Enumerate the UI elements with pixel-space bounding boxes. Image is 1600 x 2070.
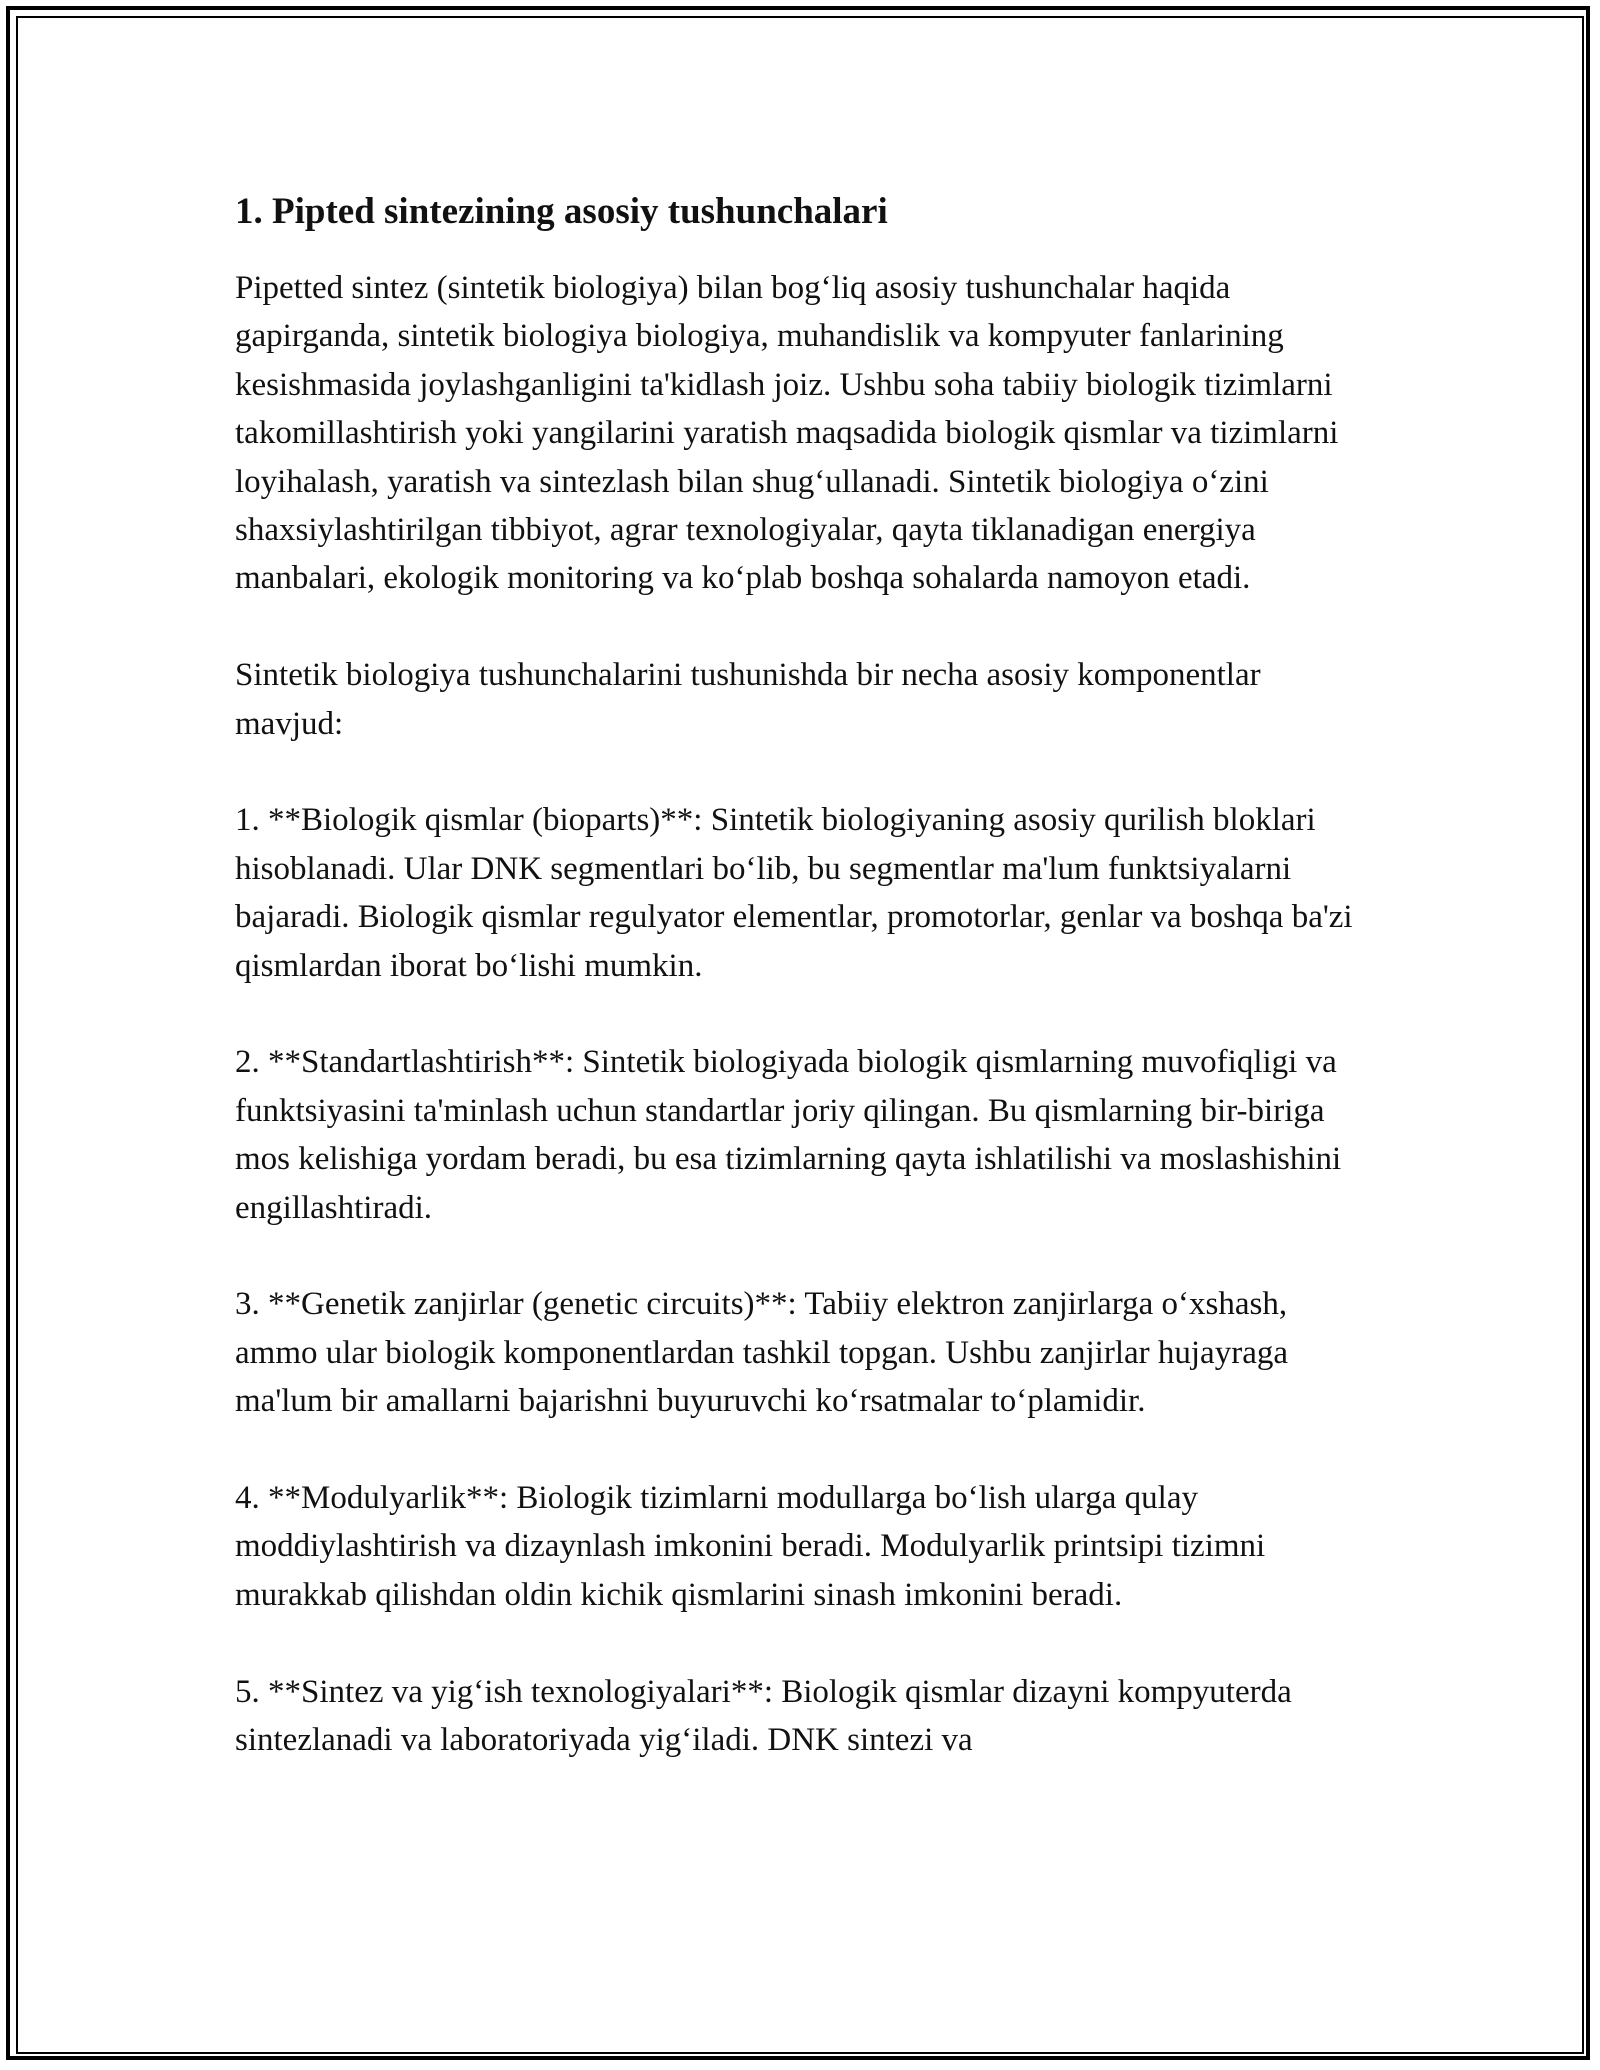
list-item-standardization: 2. **Standartlashtirish**: Sintetik biologiyada biologik qismlarning muvofiqligi va funktsiyasini ta'minlash uchun standartlar joriy qilingan. Bu qismlarning bir-biriga mos kelishiga yordam beradi, bu esa tizimlarning qayta ishlatilishi va moslashishini engillashtiradi. — [235, 1044, 1342, 1226]
intro-paragraph: Pipetted sintez (sintetik biologiya) bilan bog‘liq asosiy tushunchalar haqida gapirganda, sintetik biologiya biologiya, muhandislik va kompyuter fanlarining kesishmasida joylashganligini ta'kidlash joiz. Ushbu soha tabiiy biologik tizimlarni takomillashtirish yoki yangilarini yaratish maqsadida biologik qismlar va tizimlarni loyihalash, yaratish va sintezlash bilan shug‘ullanadi. Sintetik biologiya o‘zini shaxsiylashtirilgan tibbiyot, agrar texnologiyalar, qayta tiklanadigan energiya manbalari, ekologik monitoring va ko‘plab boshqa sohalarda namoyon etadi. — [235, 270, 1339, 597]
list-item-modularity: 4. **Modulyarlik**: Biologik tizimlarni modullarga bo‘lish ularga qulay moddiylashtirish va dizaynlash imkonini beradi. Modulyarlik printsipi tizimni murakkab qilishdan oldin kichik qismlarini sinash imkonini beradi. — [235, 1480, 1266, 1613]
list-item-synthesis-assembly: 5. **Sintez va yig‘ish texnologiyalari**: Biologik qismlar dizayni kompyuterda sintezlanadi va laboratoriyada yig‘iladi. DNK sintezi va — [235, 1673, 1292, 1759]
section-heading: 1. Pipted sintezining asosiy tushunchalari — [235, 191, 888, 232]
list-item-bioparts: 1. **Biologik qismlar (bioparts)**: Sintetik biologiyaning asosiy qurilish bloklari hisoblanadi. Ular DNK segmentlari bo‘lib, bu segmentlar ma'lum funktsiyalarni bajaradi. Biologik qismlar regulyator elementlar, promotorlar, genlar va boshqa ba'zi qismlardan iborat bo‘lishi mumkin. — [235, 802, 1353, 984]
document-body — [235, 186, 1375, 1813]
list-item-genetic-circuits: 3. **Genetik zanjirlar (genetic circuits)**: Tabiiy elektron zanjirlarga o‘xshash, ammo ular biologik komponentlardan tashkil topgan. Ushbu zanjirlar hujayraga ma'lum bir amallarni bajarishni buyuruvchi ko‘rsatmalar to‘plamidir. — [235, 1286, 1288, 1420]
components-intro-paragraph: Sintetik biologiya tushunchalarini tushunishda bir necha asosiy komponentlar mavjud: — [235, 657, 1261, 742]
